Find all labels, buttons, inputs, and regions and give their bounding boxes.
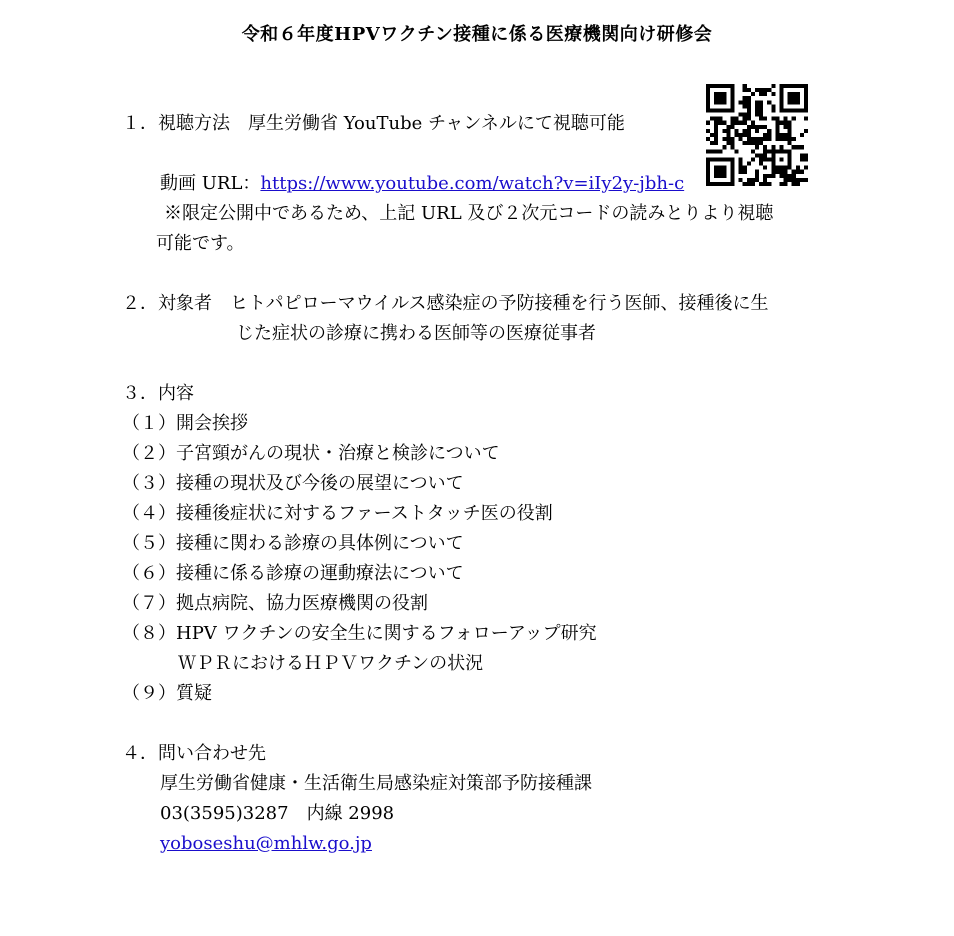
agenda-item: （３）接種の現状及び今後の展望について	[122, 473, 464, 494]
section3-heading: ３．内容	[122, 383, 194, 404]
contact-email-link[interactable]: yoboseshu@mhlw.go.jp	[160, 833, 372, 854]
contact-department: 厚生労働省健康・生活衛生局感染症対策部予防接種課	[160, 773, 592, 794]
agenda-item: （４）接種後症状に対するファーストタッチ医の役割	[122, 503, 553, 524]
agenda-item: （８）HPV ワクチンの安全生に関するフォローアップ研究	[122, 623, 597, 644]
limited-note-line1: ※限定公開中であるため、上記 URL 及び２次元コードの読みとりより視聴	[164, 203, 774, 224]
contact-email-row	[160, 832, 372, 856]
agenda-item: （１）開会挨拶	[122, 413, 248, 434]
agenda-item-subline: ＷＰＲにおけるＨＰＶワクチンの状況	[178, 653, 484, 674]
page-title: 令和６年度HPVワクチン接種に係る医療機関向け研修会	[241, 24, 713, 45]
contact-phone: 03(3595)3287 内線 2998	[160, 803, 395, 824]
section1-heading: １．視聴方法 厚生労働省 YouTube チャンネルにて視聴可能	[122, 113, 625, 134]
agenda-item: （５）接種に関わる診療の具体例について	[122, 533, 464, 554]
video-url-link[interactable]: https://www.youtube.com/watch?v=iIy2y-jbh-c	[260, 173, 685, 194]
section2-continuation: じた症状の診療に携わる医師等の医療従事者	[236, 323, 596, 344]
video-url-label: 動画 URL：	[160, 173, 261, 194]
limited-note-line2: 可能です。	[156, 233, 245, 254]
section2-heading: ２．対象者 ヒトパピローマウイルス感染症の予防接種を行う医師、接種後に生	[122, 293, 769, 314]
section4-heading: ４．問い合わせ先	[122, 743, 266, 764]
agenda-item: （６）接種に係る診療の運動療法について	[122, 563, 464, 584]
qr-code-icon	[706, 84, 808, 186]
agenda-item: （９）質疑	[122, 683, 212, 704]
agenda-item: （７）拠点病院、協力医療機関の役割	[122, 593, 428, 614]
video-url-row	[160, 172, 684, 196]
agenda-item: （２）子宮頸がんの現状・治療と検診について	[122, 443, 500, 464]
